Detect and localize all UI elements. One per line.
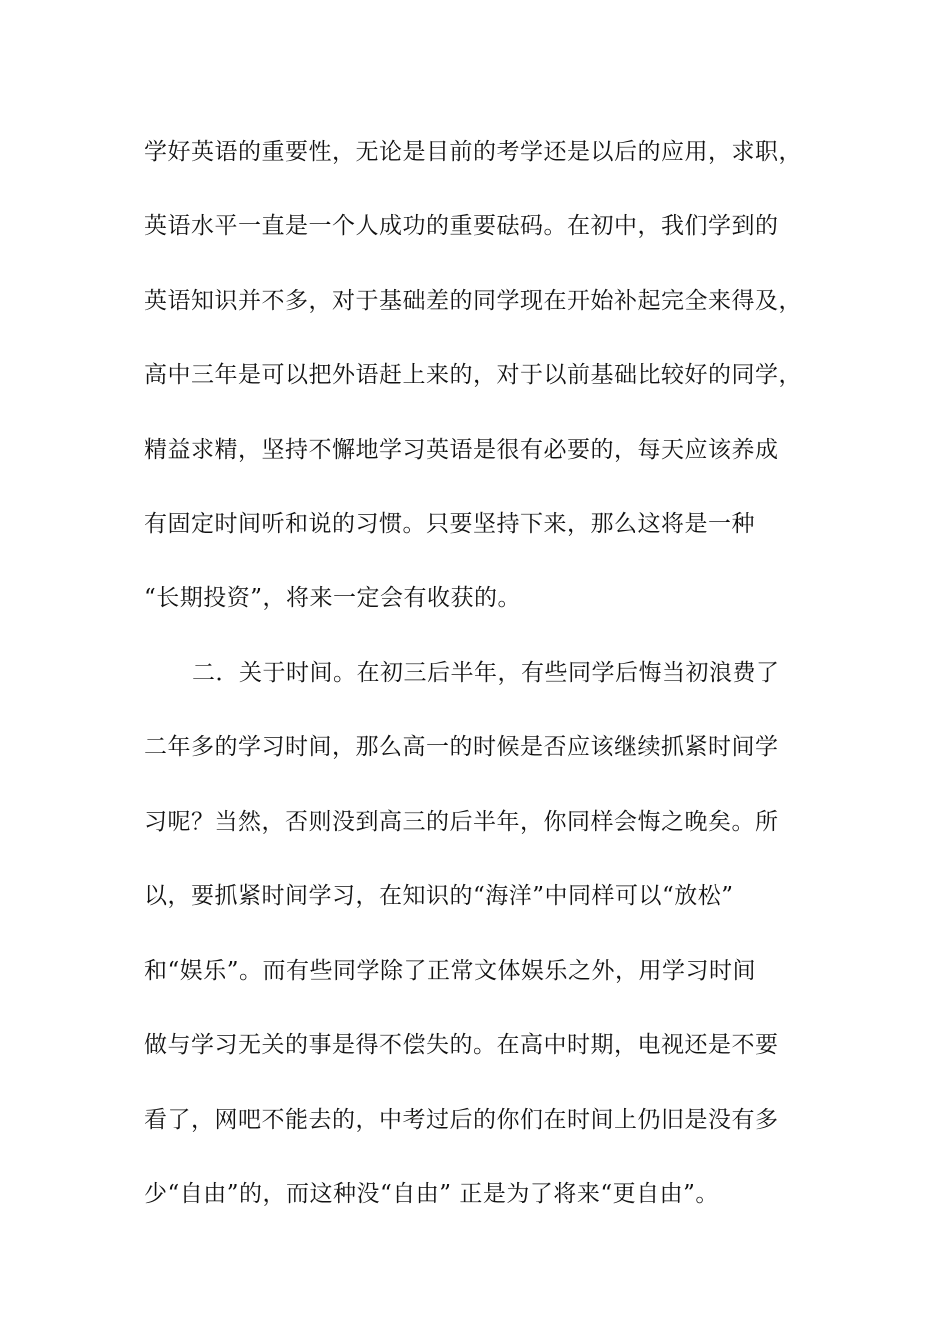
text-line: 英语水平一直是一个人成功的重要砝码。在初中，我们学到的 (144, 213, 779, 239)
text-line: 精益求精，坚持不懈地学习英语是很有必要的，每天应该养成 (144, 437, 779, 463)
text-line: 看了，网吧不能去的，中考过后的你们在时间上仍旧是没有多 (144, 1107, 779, 1133)
text-line: 以，要抓紧时间学习，在知识的“海洋”中同样可以“放松” (144, 883, 734, 909)
text-line: 和“娱乐”。而有些同学除了正常文体娱乐之外，用学习时间 (144, 958, 757, 984)
paragraph-heading-line: 二．关于时间。在初三后半年，有些同学后悔当初浪费了 (192, 660, 780, 686)
text-line: 高中三年是可以把外语赶上来的，对于以前基础比较好的同学， (144, 362, 802, 388)
text-line: 习呢？当然，否则没到高三的后半年，你同样会悔之晚矣。所 (144, 809, 779, 835)
text-line: 二年多的学习时间，那么高一的时候是否应该继续抓紧时间学 (144, 734, 779, 760)
text-line: 有固定时间听和说的习惯。只要坚持下来，那么这将是一种 (144, 511, 755, 537)
text-line: 学好英语的重要性，无论是目前的考学还是以后的应用，求职， (144, 139, 802, 165)
text-line: 做与学习无关的事是得不偿失的。在高中时期，电视还是不要 (144, 1032, 779, 1058)
text-line: “长期投资”，将来一定会有收获的。 (144, 585, 522, 611)
text-line: 少“自由”的，而这种没“自由” 正是为了将来“更自由”。 (144, 1181, 719, 1207)
text-line: 英语知识并不多，对于基础差的同学现在开始补起完全来得及， (144, 288, 802, 314)
